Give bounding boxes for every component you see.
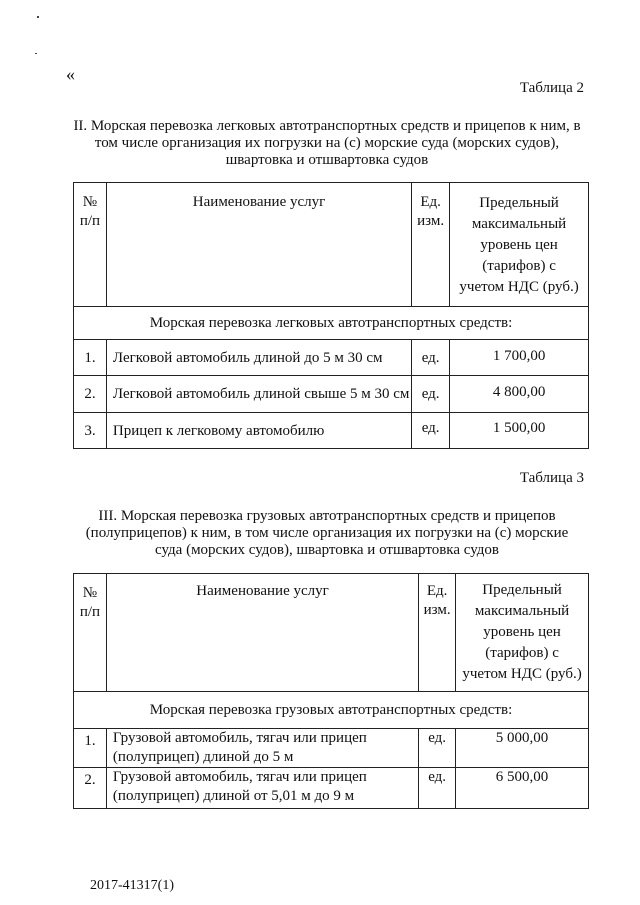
header-price-line: максимальный xyxy=(471,216,567,232)
header-price-line: максимальный xyxy=(474,603,570,619)
table3 xyxy=(73,573,589,809)
table2-title xyxy=(66,118,588,169)
row-num: 1. xyxy=(74,340,107,376)
table-row xyxy=(74,340,589,376)
header-num-line: № xyxy=(82,194,98,210)
table3-title-line: (полуприцепов) к ним, в том числе организация их погрузки на (с) морские xyxy=(85,525,569,541)
row-name: Легковой автомобиль длиной свыше 5 м 30 см xyxy=(106,376,411,413)
row-name-line: (полуприцеп) длиной от 5,01 м до 9 м xyxy=(112,788,355,804)
row-num: 1. xyxy=(74,729,107,768)
category-label: Морская перевозка легковых автотранспортных средств: xyxy=(74,307,589,340)
row-num: 2. xyxy=(74,376,107,413)
table2-caption: Таблица 2 xyxy=(519,80,584,96)
header-num-line: п/п xyxy=(79,213,101,229)
table2-category-row xyxy=(74,307,589,340)
row-name: Легковой автомобиль длиной до 5 м 30 см xyxy=(106,340,411,376)
table-row xyxy=(74,729,589,768)
row-name-line: Грузовой автомобиль, тягач или прицеп xyxy=(112,769,367,785)
table3-title-line: III. Морская перевозка грузовых автотранспортных средств и прицепов xyxy=(98,508,556,524)
row-num: 3. xyxy=(74,413,107,449)
row-price: 5 000,00 xyxy=(456,729,589,768)
header-name: Наименование услуг xyxy=(106,574,418,692)
header-price-line: уровень цен xyxy=(480,237,558,253)
row-unit: ед. xyxy=(419,768,456,809)
row-unit: ед. xyxy=(412,376,450,413)
row-name xyxy=(106,729,418,768)
header-num xyxy=(74,574,107,692)
row-name-line: (полуприцеп) длиной до 5 м xyxy=(112,749,294,765)
row-unit: ед. xyxy=(412,340,450,376)
header-unit-line: изм. xyxy=(423,602,451,618)
header-price-line: уровень цен xyxy=(483,624,561,640)
table3-header-row xyxy=(74,574,589,692)
row-price: 1 500,00 xyxy=(450,413,589,449)
table3-title xyxy=(66,508,588,559)
row-price: 1 700,00 xyxy=(450,340,589,376)
header-price-line: Предельный xyxy=(482,582,562,598)
header-price-line: Предельный xyxy=(479,195,559,211)
table-row xyxy=(74,413,589,449)
row-name: Прицеп к легковому автомобилю xyxy=(106,413,411,449)
table3-category-row xyxy=(74,692,589,729)
row-num: 2. xyxy=(74,768,107,809)
row-price: 6 500,00 xyxy=(456,768,589,809)
table2-title-line: швартовка и отшвартовка судов xyxy=(225,152,429,168)
table2-header-row xyxy=(74,183,589,307)
row-unit: ед. xyxy=(419,729,456,768)
row-name xyxy=(106,768,418,809)
header-num xyxy=(74,183,107,307)
category-label: Морская перевозка грузовых автотранспортных средств: xyxy=(74,692,589,729)
row-unit: ед. xyxy=(412,413,450,449)
table2-title-line: том числе организация их погрузки на (с) морские суда (морских судов), xyxy=(94,135,560,151)
header-price-line: учетом НДС (руб.) xyxy=(459,279,579,295)
header-num-line: № xyxy=(82,585,98,601)
header-price xyxy=(456,574,589,692)
row-price: 4 800,00 xyxy=(450,376,589,413)
header-unit-line: Ед. xyxy=(426,583,448,599)
header-unit-line: Ед. xyxy=(420,194,441,210)
table-row xyxy=(74,768,589,809)
table2-title-line: II. Морская перевозка легковых автотранспортных средств и прицепов к ним, в xyxy=(73,118,581,134)
header-unit xyxy=(419,574,456,692)
header-price-line: (тарифов) с xyxy=(485,645,559,661)
table-row xyxy=(74,376,589,413)
header-num-line: п/п xyxy=(79,604,101,620)
header-name: Наименование услуг xyxy=(106,183,411,307)
header-price-line: (тарифов) с xyxy=(482,258,556,274)
header-unit xyxy=(412,183,450,307)
row-name-line: Грузовой автомобиль, тягач или прицеп xyxy=(112,730,367,746)
table3-caption: Таблица 3 xyxy=(519,470,584,486)
table3-title-line: суда (морских судов), швартовка и отшвартовка судов xyxy=(155,542,499,558)
header-price-line: учетом НДС (руб.) xyxy=(462,666,582,682)
header-unit-line: изм. xyxy=(417,213,445,229)
header-price xyxy=(450,183,589,307)
table2 xyxy=(73,182,589,449)
opening-quote: « xyxy=(66,64,75,84)
footer-doc-code: 2017-41317(1) xyxy=(90,878,174,893)
